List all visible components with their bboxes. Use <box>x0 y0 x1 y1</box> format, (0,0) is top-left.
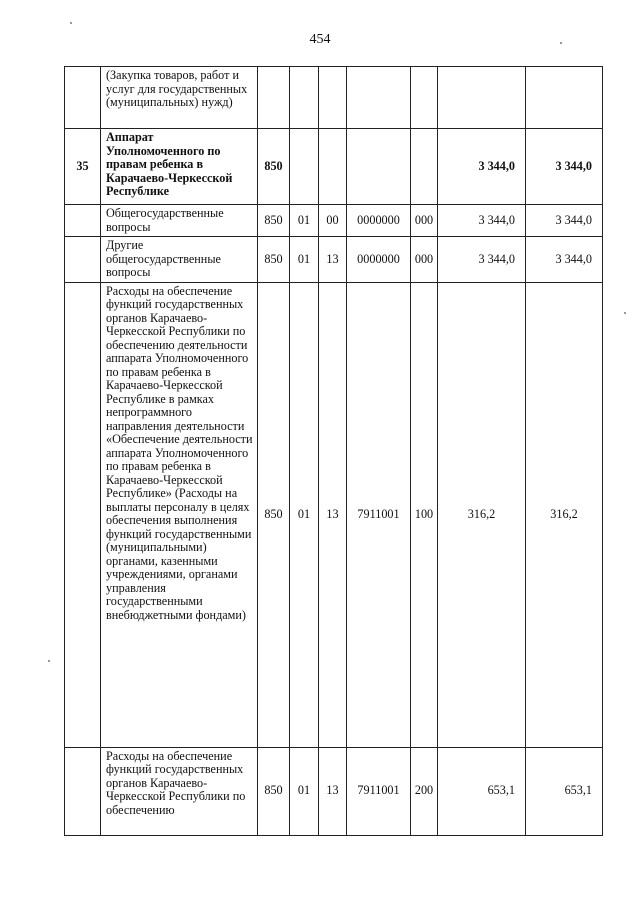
table-row <box>65 67 603 129</box>
pr-cell: 13 <box>319 237 347 283</box>
sum2-cell <box>526 67 603 129</box>
row-name-cell: Аппарат Уполномоченного по правам ребенка в Карачаево-Черкесской Республике <box>101 129 258 205</box>
row-name-cell: Общегосударственные вопросы <box>101 205 258 237</box>
ved-cell: 850 <box>258 747 290 835</box>
sum2-cell: 316,2 <box>526 282 603 747</box>
sum1-cell: 3 344,0 <box>438 237 526 283</box>
sum2-cell: 3 344,0 <box>526 205 603 237</box>
ved-cell: 850 <box>258 129 290 205</box>
sum1-cell <box>438 67 526 129</box>
pr-cell <box>319 129 347 205</box>
table-row <box>65 129 603 205</box>
table-row <box>65 237 603 283</box>
pr-cell: 00 <box>319 205 347 237</box>
vr-cell: 100 <box>411 282 438 747</box>
vr-cell <box>411 67 438 129</box>
scan-speck <box>560 42 562 44</box>
sum1-cell: 3 344,0 <box>438 205 526 237</box>
csr-cell <box>347 129 411 205</box>
ved-cell: 850 <box>258 237 290 283</box>
scan-speck <box>624 312 626 314</box>
table-row <box>65 747 603 835</box>
row-name-cell: Расходы на обеспечение функций государственных органов Карачаево-Черкесской Республики по обеспечению <box>101 747 258 835</box>
ved-cell <box>258 67 290 129</box>
vr-cell: 000 <box>411 237 438 283</box>
row-name-cell: (Закупка товаров, работ и услуг для государственных (муниципальных) нужд) <box>101 67 258 129</box>
sum2-cell: 3 344,0 <box>526 237 603 283</box>
row-name-cell: Другие общегосударственные вопросы <box>101 237 258 283</box>
row-number-cell <box>65 282 101 747</box>
rz-cell <box>290 129 319 205</box>
vr-cell <box>411 129 438 205</box>
csr-cell: 7911001 <box>347 282 411 747</box>
sum2-cell: 3 344,0 <box>526 129 603 205</box>
page-number: 454 <box>309 32 331 47</box>
rz-cell: 01 <box>290 282 319 747</box>
csr-cell: 0000000 <box>347 237 411 283</box>
sum2-cell: 653,1 <box>526 747 603 835</box>
pr-cell <box>319 67 347 129</box>
scan-speck <box>70 22 72 24</box>
row-number-cell: 35 <box>65 129 101 205</box>
ved-cell: 850 <box>258 282 290 747</box>
table-row <box>65 205 603 237</box>
csr-cell: 7911001 <box>347 747 411 835</box>
vr-cell: 000 <box>411 205 438 237</box>
ved-cell: 850 <box>258 205 290 237</box>
rz-cell: 01 <box>290 205 319 237</box>
table-row <box>65 282 603 747</box>
row-number-cell <box>65 237 101 283</box>
sum1-cell: 316,2 <box>438 282 526 747</box>
sum1-cell: 3 344,0 <box>438 129 526 205</box>
rz-cell: 01 <box>290 747 319 835</box>
vr-cell: 200 <box>411 747 438 835</box>
rz-cell: 01 <box>290 237 319 283</box>
row-number-cell <box>65 67 101 129</box>
pr-cell: 13 <box>319 747 347 835</box>
budget-table <box>64 66 603 836</box>
sum1-cell: 653,1 <box>438 747 526 835</box>
row-name-cell: Расходы на обеспечение функций государственных органов Карачаево-Черкесской Республики по обеспечению деятельности аппарата Уполномоченного по правам ребенка в Карачаево-Черкесской Республике в рамках непрограммного направления деятельности «Обеспечение деятельности аппарата Уполномоченного по правам ребенка в Карачаево-Черкесской Республике» (Расходы на выплаты персоналу в целях обеспечения выполнения функций государственными (муниципальными) органами, казенными учреждениями, органами управления государственными внебюджетными фондами) <box>101 282 258 747</box>
csr-cell <box>347 67 411 129</box>
row-number-cell <box>65 747 101 835</box>
rz-cell <box>290 67 319 129</box>
csr-cell: 0000000 <box>347 205 411 237</box>
scan-speck <box>48 660 50 662</box>
row-number-cell <box>65 205 101 237</box>
pr-cell: 13 <box>319 282 347 747</box>
